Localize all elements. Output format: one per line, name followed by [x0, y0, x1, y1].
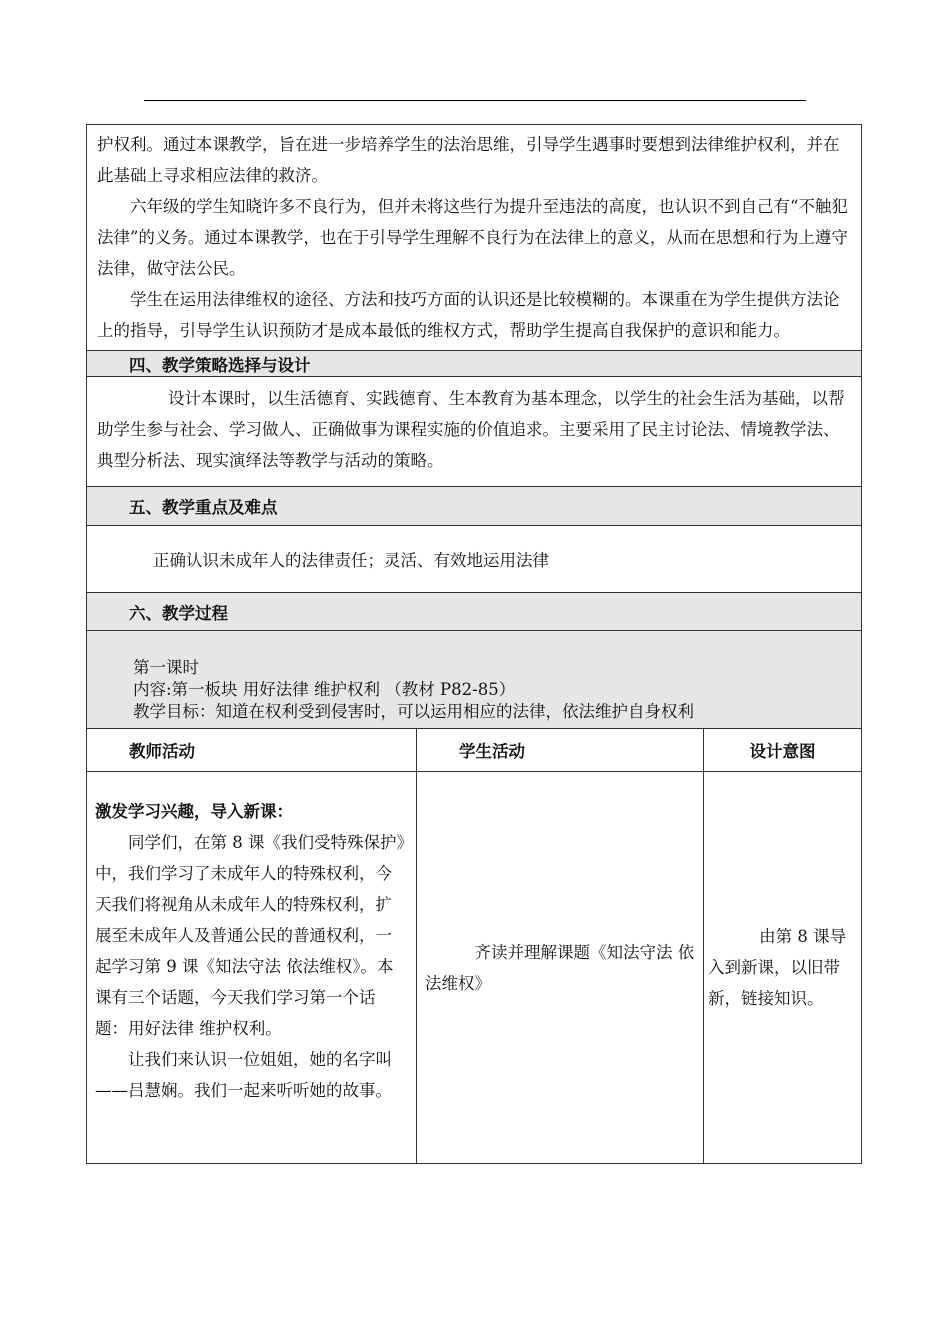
section-5-title: 五、教学重点及难点: [129, 498, 278, 517]
design-intent-cell: [704, 772, 861, 1163]
section-4-title: 四、教学策略选择与设计: [129, 355, 311, 375]
keypoint-text: 正确认识未成年人的法律责任；灵活、有效地运用法律: [153, 551, 549, 570]
analysis-text-block: [87, 125, 861, 351]
header-teacher-label: 教师活动: [129, 742, 195, 761]
section-5-heading: [87, 487, 861, 526]
student-activity-cell: [417, 772, 704, 1163]
activity-table-header: [87, 729, 861, 772]
header-design-intent: [704, 729, 861, 771]
lesson-plan-table: [86, 124, 862, 1164]
header-student-label: 学生活动: [459, 742, 525, 761]
process-info: [87, 631, 861, 729]
design-intent-text: 由第 8 课导入到新课，以旧带新，链接知识。: [708, 927, 847, 1008]
teacher-activity-heading: 激发学习兴趣，导入新课：: [95, 802, 293, 821]
student-activity-text: 齐读并理解课题《知法守法 依法维权》: [425, 942, 695, 993]
teacher-activity-cell: [87, 772, 417, 1163]
lesson-content: 内容:第一板块 用好法律 维护权利 （教材 P82-85）: [133, 680, 516, 699]
teacher-activity-paragraph-2: 让我们来认识一位姐姐，她的名字叫——吕慧娴。我们一起来听听她的故事。: [95, 1050, 392, 1100]
lesson-number: 第一课时: [133, 658, 199, 677]
strategy-text: 设计本课时，以生活德育、实践德育、生本教育为基本理念，以学生的社会生活为基础，以帮助学生参与社会、学习做人、正确做事为课程实施的价值追求。主要采用了民主讨论法、情境教学法、典型分析法、现实演绎法等教学与活动的策略。: [97, 389, 845, 470]
lesson-goal: 教学目标：知道在权利受到侵害时，可以运用相应的法律，依法维护自身权利: [133, 702, 694, 721]
header-intent-label: 设计意图: [749, 742, 816, 761]
analysis-paragraph-1: 护权利。通过本课教学，旨在进一步培养学生的法治思维，引导学生遇事时要想到法律维护权利，并在此基础上寻求相应法律的救济。: [97, 135, 840, 185]
section-5-body: [87, 526, 861, 593]
analysis-paragraph-3: 学生在运用法律维权的途径、方法和技巧方面的认识还是比较模糊的。本课重在为学生提供方法论上的指导，引导学生认识预防才是成本最低的维权方式，帮助学生提高自我保护的意识和能力。: [97, 290, 840, 340]
section-6-title: 六、教学过程: [129, 603, 228, 623]
analysis-paragraph-2: 六年级的学生知晓许多不良行为，但并未将这些行为提升至违法的高度，也认识不到自己有“不触犯法律”的义务。通过本课教学，也在于引导学生理解不良行为在法律上的意义，从而在思想和行为上遵守法律，做守法公民。: [97, 197, 848, 278]
teacher-activity-paragraph-1: 同学们，在第 8 课《我们受特殊保护》中，我们学习了未成年人的特殊权利，今天我们将视角从未成年人的特殊权利，扩展至未成年人及普通公民的普通权利，一起学习第 9 课《知法守法 依法维权》。本课有三个话题，今天我们学习第一个话题：用好法律 维护权利。: [95, 833, 405, 1038]
header-student-activity: [417, 729, 704, 771]
header-teacher-activity: [87, 729, 417, 771]
section-4-body: [87, 377, 861, 487]
header-rule: [144, 100, 806, 101]
activity-row: [87, 772, 861, 1163]
section-4-heading: [87, 351, 861, 377]
section-6-heading: [87, 593, 861, 631]
